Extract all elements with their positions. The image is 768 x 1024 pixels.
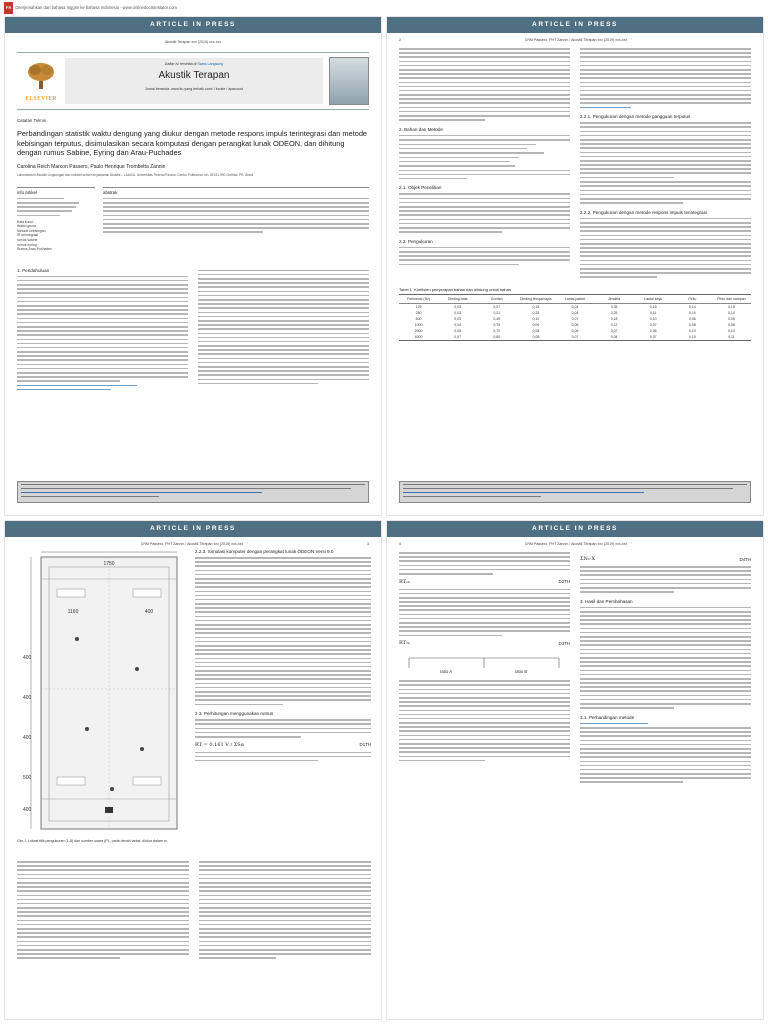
running-head-text: CRM Passero, PHT Zannin / Akustik Terapan xxx (2019) xxx-xxx <box>524 38 628 42</box>
table-cell: 0,31 <box>493 310 501 315</box>
figure-reference[interactable] <box>580 107 631 109</box>
author-affiliation: Laboratorium Akustik Lingkungan dan Industri serta Kenyamanan Akustik – LAAICA, Universitas Federal Parana, Centro Politecnico s/n, 81531-990 Curitiba, PR, Brasil <box>17 172 254 177</box>
keyword-item: Metode kebisingan <box>17 228 46 233</box>
dimension-label: 400 <box>23 695 32 701</box>
page2-body <box>399 48 751 281</box>
subsection-heading: 2.1. Objek Penelitian <box>399 185 442 191</box>
cite-this-article-box <box>399 481 751 503</box>
page3-bottom-left <box>17 861 189 962</box>
page1-right-column <box>198 262 369 393</box>
table-cell: 0,08 <box>532 334 540 339</box>
article-in-press-banner: ARTICLE IN PRESS <box>387 17 763 33</box>
page4-body <box>399 552 751 786</box>
equation-tag: D1TH <box>359 742 371 747</box>
equation-tag: D3TH <box>558 640 570 646</box>
subsection-heading: 2.2. Pengukuran <box>399 238 433 244</box>
table-cell: 0,07 <box>493 304 501 309</box>
table-cell: 125 <box>415 304 422 309</box>
table-cell: 0,03 <box>454 316 462 321</box>
article-type: Catatan Teknis <box>17 118 46 123</box>
table-header-row <box>399 295 751 304</box>
equation-tag: D2TH <box>558 579 570 585</box>
abstract-heading: abstrak <box>103 189 118 195</box>
table-cell: 0,35 <box>610 304 618 309</box>
keywords-label: Kata kunci: <box>17 220 34 225</box>
table-cell: 0,04 <box>571 310 579 315</box>
table-body <box>399 304 751 340</box>
available-prefix: Daftar isi tersedia di <box>164 62 197 66</box>
keyword-item: Waktu gema <box>17 224 36 229</box>
table-cell: 0,25 <box>610 310 618 315</box>
equation-1 <box>195 742 371 748</box>
publisher-logo <box>17 61 65 102</box>
equation-formula: RT = 0.161 V / ΣSα <box>195 741 245 748</box>
table-cell: 0,04 <box>454 322 462 327</box>
section-heading: 3. Hasil dan Pembahasan <box>580 598 633 604</box>
table-cell: 0,49 <box>493 316 501 321</box>
table-header-cell: Jendela <box>607 296 621 301</box>
article-in-press-banner: ARTICLE IN PRESS <box>5 17 381 33</box>
translation-badge: FA <box>4 2 13 14</box>
keyword-item: rumus sabine <box>17 237 38 242</box>
table-cell: 0,75 <box>493 322 501 327</box>
formula-bracket-diagram <box>399 650 569 676</box>
table-cell: 0,10 <box>688 334 696 339</box>
journal-info-box <box>65 58 323 104</box>
page-3 <box>4 520 382 1020</box>
table-header-cell: Frekuensi (Hz) <box>407 296 431 301</box>
table-cell: 0,08 <box>532 328 540 333</box>
table-caption <box>399 287 751 292</box>
article-title: Perbandingan statistik waktu dengung yang diukur dengan metode respons impuls terintegrasi dan metode kebisingan terputus, disimulasikan secara komputasi dengan perangkat lunak ODEON, dan dihitung dengan rumus Sabine, Eyring dan Arau-Puchades <box>17 129 368 158</box>
table-cell: 250 <box>415 310 422 315</box>
table-cell: 0,06 <box>571 322 579 327</box>
equation-tag: D4TH <box>739 556 751 562</box>
page-number: 3 <box>367 542 369 546</box>
table-cell: 0,08 <box>688 322 696 327</box>
table-header-cell: Dinding tempat lapis <box>520 296 552 301</box>
elsevier-tree-icon <box>24 61 58 91</box>
contents-available <box>65 62 323 66</box>
table-cell: 0,10 <box>728 328 735 333</box>
page1-body <box>17 262 369 393</box>
table-cell: 0,04 <box>610 334 618 339</box>
equation-4 <box>580 556 751 562</box>
table-cell: 0,18 <box>610 316 618 321</box>
keyword-item: rumus eyring <box>17 242 37 247</box>
table-cell: 500 <box>415 316 422 321</box>
running-head-text: CRM Passero, PHT Zannin / Akustik Terapan xxx (2019) xxx-xxx <box>140 542 244 546</box>
info-abstract-block <box>17 187 369 252</box>
section-heading: 2. Bahan dan Metode <box>399 126 443 132</box>
floor-plan-figure <box>17 549 187 835</box>
equation-3 <box>399 640 570 646</box>
article-info-heading: info artikel <box>17 189 38 195</box>
equation-formula: ΣN₁·X <box>580 556 596 562</box>
table-cell: 0,10 <box>649 316 657 321</box>
subsection-heading: 2.3. Perhitungan menggunakan rumus <box>195 711 274 717</box>
table-cell: 0,04 <box>571 304 579 309</box>
running-head <box>387 537 763 546</box>
table-header-cell: Dinding bata <box>447 296 468 301</box>
page4-right-column <box>580 552 751 786</box>
journal-cover-thumbnail <box>329 57 369 105</box>
table-cell: 0,06 <box>649 328 657 333</box>
table-cell: 0,15 <box>728 304 735 309</box>
table-cell: 0,11 <box>649 310 657 315</box>
table-cell: 0,06 <box>571 328 579 333</box>
formula-schematic <box>399 650 570 676</box>
cite-this-article-box <box>17 481 369 503</box>
table-row <box>399 334 751 340</box>
table-cell: 0,07 <box>649 322 657 327</box>
table-cell: 0,15 <box>532 304 540 309</box>
subsection-heading: 2.2.2. Pengukuran dengan metode respons impuls terintegrasi <box>580 209 707 215</box>
table-cell: 0,08 <box>728 322 735 327</box>
table-cell: 0,10 <box>688 310 696 315</box>
running-head <box>5 537 381 546</box>
dimension-label: 400 <box>23 735 32 741</box>
journal-masthead <box>17 52 369 110</box>
dimension-label: 500 <box>23 775 32 781</box>
table-cell: 0,03 <box>454 304 462 309</box>
table-header-cell: Lantai kayu <box>644 296 663 301</box>
table-label: Tabel 1 <box>399 286 412 292</box>
page2-left-column <box>399 48 570 281</box>
table-header-cell: Pintu <box>688 296 697 301</box>
equation-2 <box>399 579 570 585</box>
table-subcaption: Koefisien penyerapan bahan dan dihitung untuk bahan <box>414 286 512 292</box>
table-cell: 0,25 <box>532 310 540 315</box>
absorption-table <box>399 294 751 341</box>
equation-formula: RT₁ₖ <box>399 578 410 585</box>
sciencedirect-link[interactable]: Sains Langsung <box>197 62 224 66</box>
table-cell: 0,10 <box>532 316 540 321</box>
keyword-item: IR terintegrasi <box>17 233 39 238</box>
citation-line: Akustik Terapan xxx (2019) xxx-xxx <box>164 40 222 44</box>
journal-title: Akustik Terapan <box>158 70 230 81</box>
table-cell: 4000 <box>414 334 423 339</box>
schematic-label: ratio A <box>439 669 453 675</box>
figure-caption: Gbr. 1 Lokasi titik pengukuran (1-5) dan sumber suara (P1, pada denah lantai, diukur dalam m. <box>17 839 168 843</box>
table-cell: 1000 <box>414 322 423 327</box>
table-cell: 0,10 <box>728 310 735 315</box>
running-head <box>387 33 763 42</box>
table-cell: 0,03 <box>454 310 462 315</box>
journal-homepage[interactable]: Jurnal beranda: www.itu.yang terbaik.com/ / locate / apacoust <box>145 87 243 91</box>
dimension-label: 400 <box>23 655 32 661</box>
equation-formula: RT₁ₖ <box>399 640 410 647</box>
table-cell: 0,15 <box>649 304 657 309</box>
table-cell: 0,09 <box>532 322 540 327</box>
table-header-cell: Lantai parket <box>564 296 586 301</box>
section-heading: 1. Pendahuluan <box>17 267 50 273</box>
table-cell: 0,12 <box>610 322 618 327</box>
table-cell: 0,07 <box>454 334 462 339</box>
dimension-label: 400 <box>23 807 32 813</box>
running-head-text: CRM Passero, PHT Zannin / Akustik Terapan xxx (2019) xxx-xxx <box>524 542 628 546</box>
floor-plan-drawing <box>17 549 187 835</box>
table-cell: 0,07 <box>571 334 579 339</box>
article-authors: Carolina Reich Marcon Passero, Paulo Henrique Trombetta Zannin <box>17 163 166 170</box>
translation-notice <box>4 2 177 14</box>
table-cell: 0,70 <box>493 328 501 333</box>
publisher-wordmark: ELSEVIER <box>25 95 57 102</box>
table-cell: 0,06 <box>688 316 696 321</box>
table-cell: 0,05 <box>454 328 462 333</box>
table-cell: 0,07 <box>571 316 579 321</box>
schematic-label: ratio B <box>514 669 528 675</box>
page-1 <box>4 16 382 516</box>
page3-right-column <box>195 549 371 764</box>
dimension-label: 1160 <box>67 609 79 615</box>
article-info-column <box>17 187 95 252</box>
page4-left-column <box>399 552 570 786</box>
table-cell: 0,14 <box>688 304 696 309</box>
table-cell: 0,10 <box>688 328 696 333</box>
page-number: 4 <box>399 542 401 546</box>
table-cell: 0,06 <box>728 316 735 321</box>
dimension-label: 400 <box>144 609 154 615</box>
subsection-heading: 2.2.1. Pengukuran dengan metode gangguan terputus <box>580 114 691 120</box>
subsection-heading: 3.1. Perbandingan metode <box>580 714 635 720</box>
page1-left-column <box>17 262 188 393</box>
keyword-item: Rumus Arau-Puchades <box>17 247 52 252</box>
table-cell: 0,07 <box>610 328 618 333</box>
subsection-heading: 2.2.3. Simulasi komputer dengan perangkat lunak ODEON Versi 9.0 <box>195 549 334 554</box>
dimension-label: 1750 <box>103 561 115 567</box>
page3-bottom-right <box>199 861 371 962</box>
abstract-column <box>103 187 369 252</box>
article-in-press-banner: ARTICLE IN PRESS <box>387 521 763 537</box>
page-4 <box>386 520 764 1020</box>
table-cell: 2000 <box>414 328 423 333</box>
table-header-cell: Gorden <box>490 296 503 301</box>
table-cell: 0,07 <box>649 334 657 339</box>
page2-right-column <box>580 48 751 281</box>
article-in-press-banner: ARTICLE IN PRESS <box>5 521 381 537</box>
table-header-cell: Pintu dan nampan <box>717 296 746 301</box>
page-number: 2 <box>399 38 401 42</box>
page-2 <box>386 16 764 516</box>
translation-notice-text: Diterjemahkan dari bahasa Inggris ke bahasa Indonesia - www.onlinedoctranslator.com <box>15 5 177 10</box>
table-cell: 0,60 <box>493 334 501 339</box>
page3-bottom-columns <box>17 861 371 962</box>
figure-caption-block <box>17 839 187 844</box>
table-cell: 0,11 <box>728 334 735 339</box>
